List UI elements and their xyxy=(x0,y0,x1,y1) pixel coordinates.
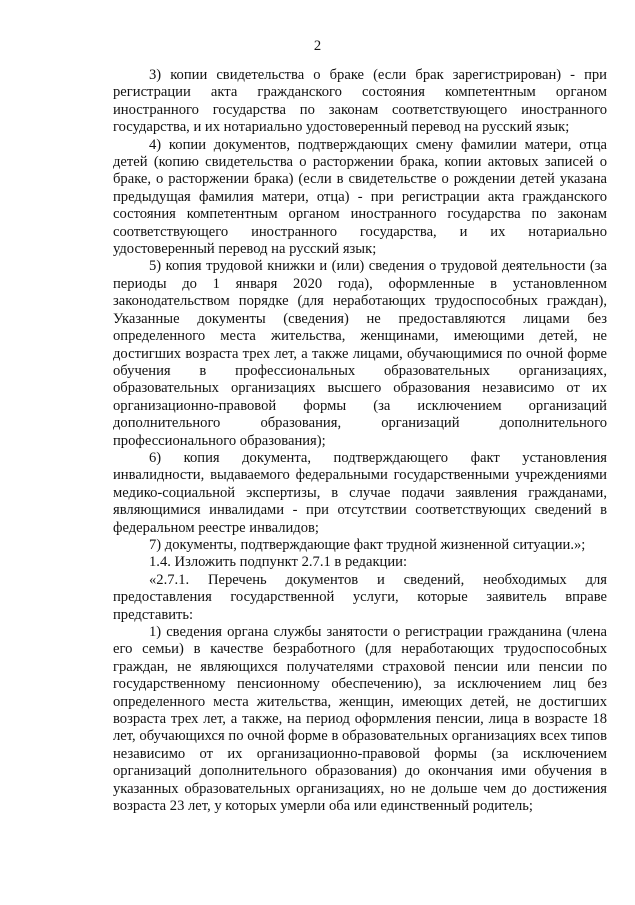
paragraph-item-5: 5) копия трудовой книжки и (или) сведения о трудовой деятельности (за периоды до 1 января 2020 года), оформленные в установленном законодательством порядке (для неработающих трудоспособных граждан), Указанные документы (сведения) не предоставляются лицами без определенного места жительства, женщинами, имеющими детей, не достигших возраста трех лет, а также лицами, обучающимися по очной форме обучения в профессиональных образовательных организациях, образовательных организациях высшего образования независимо от их организационно-правовой формы (за исключением организаций дополнительного образования, организаций дополнительного профессионального образования); xyxy=(113,258,607,449)
paragraph-item-4: 4) копии документов, подтверждающих смену фамилии матери, отца детей (копию свидетельства о расторжении брака, копии актовых записей о браке, о расторжении брака) (если в свидетельстве о рождении детей указана предыдущая фамилия матери, отца) - при регистрации акта гражданского состояния компетентным органом иностранного государства по законам соответствующего иностранного государства, и их нотариально удостоверенный перевод на русский язык; xyxy=(113,136,607,258)
paragraph-subitem-1: 1) сведения органа службы занятости о регистрации гражданина (члена его семьи) в качестве безработного (для неработающих трудоспособных граждан, не являющихся получателями страховой пенсии или пенсии по государственному пенсионному обеспечению), за исключением лиц без определенного места жительства, женщин, имеющих детей, не достигших возраста трех лет, а также, на период оформления пенсии, лица в возрасте 18 лет, обучающихся по очной форме в образовательных организациях всех типов независимо от их организационно-правовой формы (за исключением организаций дополнительного образования) до окончания ими обучения в указанных образовательных организациях, но не дольше чем до достижения возраста 23 лет, у которых умерли оба или единственный родитель; xyxy=(113,624,607,815)
paragraph-item-6: 6) копия документа, подтверждающего факт установления инвалидности, выдаваемого федеральными государственными учреждениями медико-социальной экспертизы, в случае подачи заявления гражданами, являющимися инвалидами - при отсутствии соответствующих сведений в федеральном реестре инвалидов; xyxy=(113,449,607,536)
document-body xyxy=(113,67,607,815)
paragraph-amendment-1-4: 1.4. Изложить подпункт 2.7.1 в редакции: xyxy=(149,554,408,571)
paragraph-item-7: 7) документы, подтверждающие факт трудной жизненной ситуации.»; xyxy=(149,536,586,553)
page-number: 2 xyxy=(313,38,322,54)
paragraph-clause-2-7-1: «2.7.1. Перечень документов и сведений, необходимых для предоставления государственной услуги, которые заявитель вправе представить: xyxy=(113,571,607,623)
paragraph-item-3: 3) копии свидетельства о браке (если брак зарегистрирован) - при регистрации акта гражданского состояния компетентным органом иностранного государства по законам соответствующего иностранного государства, и их нотариально удостоверенный перевод на русский язык; xyxy=(113,67,607,136)
